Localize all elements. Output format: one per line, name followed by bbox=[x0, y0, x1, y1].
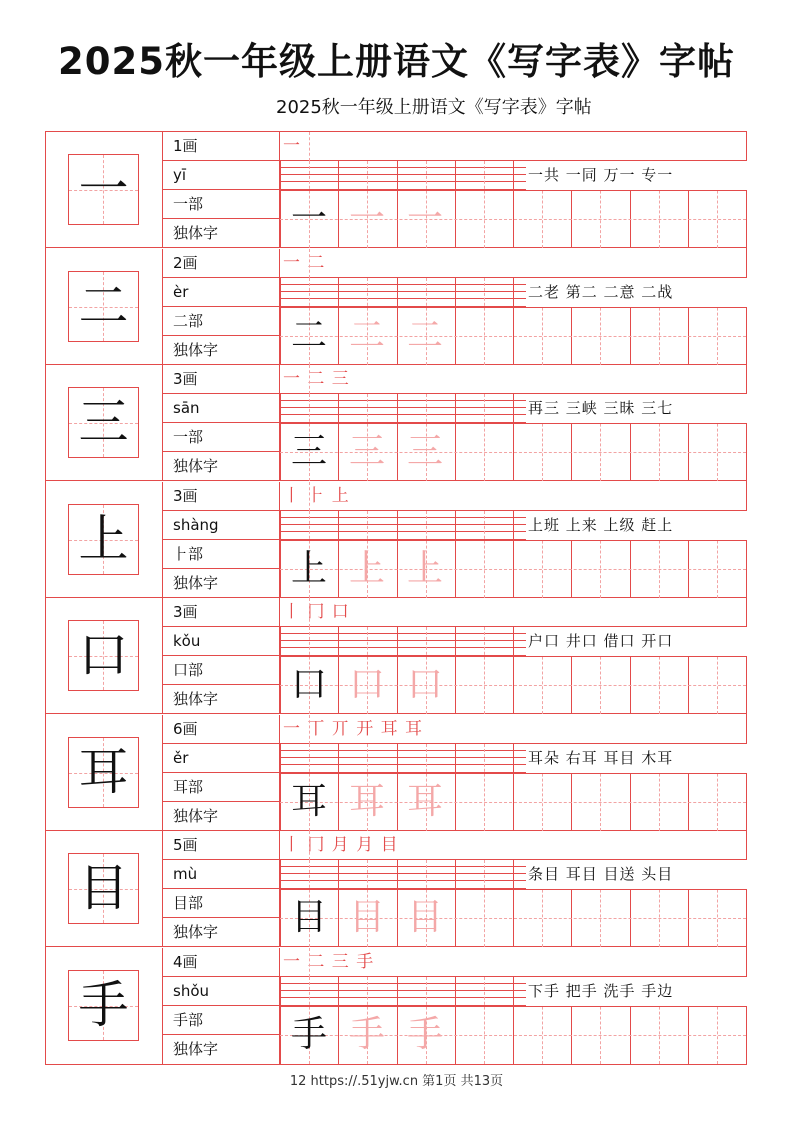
big-char-box bbox=[68, 387, 139, 458]
big-char: 耳 bbox=[78, 742, 129, 801]
character-block bbox=[46, 365, 746, 481]
stroke-count: 6画 bbox=[173, 719, 198, 738]
big-char-cell bbox=[46, 715, 163, 831]
trace-char: 上 bbox=[406, 547, 443, 589]
example-words: 户口 井口 借口 开口 bbox=[526, 627, 748, 656]
example-words: 耳朵 右耳 耳目 木耳 bbox=[526, 744, 748, 773]
pinyin: èr bbox=[173, 282, 189, 301]
sample-char: 一 bbox=[290, 198, 327, 239]
stroke-count: 3画 bbox=[173, 603, 198, 621]
pinyin: sān bbox=[173, 399, 200, 417]
copybook-sheet bbox=[45, 131, 747, 1065]
stroke-count: 4画 bbox=[173, 952, 198, 971]
big-char-cell bbox=[46, 831, 163, 947]
radical: 目部 bbox=[173, 894, 204, 912]
structure-type: 独体字 bbox=[173, 690, 219, 708]
pinyin: shàng bbox=[173, 515, 219, 534]
big-char-box bbox=[68, 737, 139, 808]
trace-char: 二 bbox=[348, 314, 385, 356]
big-char-cell bbox=[46, 482, 163, 598]
trace-char: 口 bbox=[348, 664, 385, 705]
pinyin: shǒu bbox=[173, 981, 210, 1000]
trace-char: 手 bbox=[406, 1013, 443, 1055]
big-char-cell bbox=[46, 249, 163, 365]
example-words: 再三 三峡 三昧 三七 bbox=[526, 394, 748, 423]
stroke-order: 一 二 bbox=[283, 252, 326, 273]
pinyin: ěr bbox=[173, 748, 189, 767]
example-words: 二老 第二 二意 二战 bbox=[526, 278, 748, 307]
example-words: 一共 一同 万一 专一 bbox=[526, 161, 748, 190]
big-char: 上 bbox=[78, 509, 129, 568]
trace-char: 二 bbox=[406, 314, 443, 356]
big-char-box bbox=[68, 504, 139, 575]
stroke-count: 3画 bbox=[173, 486, 198, 505]
big-char: 手 bbox=[78, 975, 129, 1034]
stroke-order: 一 丅 丌 开 耳 耳 bbox=[283, 718, 424, 739]
structure-type: 独体字 bbox=[173, 224, 219, 242]
trace-char: 三 bbox=[348, 431, 385, 472]
character-block bbox=[46, 715, 746, 831]
stroke-order: 一 bbox=[283, 136, 301, 156]
big-char-box bbox=[68, 271, 139, 342]
character-block bbox=[46, 831, 746, 947]
trace-char: 一 bbox=[406, 198, 443, 239]
pinyin: yī bbox=[173, 166, 187, 184]
example-words: 条目 耳目 目送 头目 bbox=[526, 860, 748, 889]
trace-char: 耳 bbox=[348, 780, 385, 822]
trace-char: 三 bbox=[406, 431, 443, 472]
sample-char: 上 bbox=[290, 547, 327, 589]
trace-char: 口 bbox=[406, 664, 443, 705]
sample-char: 二 bbox=[290, 314, 327, 356]
radical: 二部 bbox=[173, 311, 204, 330]
sample-char: 耳 bbox=[290, 780, 327, 822]
big-char: 目 bbox=[78, 859, 129, 917]
radical: 手部 bbox=[173, 1010, 204, 1029]
sample-char: 口 bbox=[290, 664, 327, 705]
big-char-cell bbox=[46, 598, 163, 714]
pinyin: mù bbox=[173, 865, 198, 883]
page-subtitle: 2025秋一年级上册语文《写字表》字帖 bbox=[276, 97, 592, 118]
big-char-box bbox=[68, 970, 139, 1041]
trace-char: 耳 bbox=[406, 780, 443, 822]
radical: 一部 bbox=[173, 195, 204, 213]
radical: ⺊部 bbox=[173, 544, 204, 563]
big-char-box bbox=[68, 620, 139, 691]
page-title: 2025秋一年级上册语文《写字表》字帖 bbox=[58, 40, 735, 83]
character-block bbox=[46, 598, 746, 714]
character-block bbox=[46, 249, 746, 365]
character-block bbox=[46, 132, 746, 248]
trace-char: 手 bbox=[348, 1013, 385, 1055]
example-words: 下手 把手 洗手 手边 bbox=[526, 977, 748, 1006]
structure-type: 独体字 bbox=[173, 340, 219, 359]
structure-type: 独体字 bbox=[173, 806, 219, 825]
radical: 一部 bbox=[173, 428, 204, 446]
character-block bbox=[46, 482, 746, 598]
trace-char: 上 bbox=[348, 547, 385, 589]
big-char: 二 bbox=[78, 276, 129, 335]
big-char: 口 bbox=[78, 626, 129, 684]
character-block bbox=[46, 948, 746, 1064]
sample-char: 目 bbox=[290, 897, 327, 938]
big-char-cell bbox=[46, 132, 163, 248]
sample-char: 三 bbox=[290, 431, 327, 472]
trace-char: 目 bbox=[406, 897, 443, 938]
structure-type: 独体字 bbox=[173, 457, 219, 475]
stroke-count: 1画 bbox=[173, 137, 198, 155]
stroke-order: 丨 ⺊ 上 bbox=[283, 485, 350, 506]
radical: 耳部 bbox=[173, 777, 204, 796]
big-char-cell bbox=[46, 948, 163, 1064]
stroke-order: 一 二 三 bbox=[283, 369, 350, 389]
stroke-count: 5画 bbox=[173, 836, 198, 854]
radical: 口部 bbox=[173, 661, 204, 679]
structure-type: 独体字 bbox=[173, 1039, 219, 1058]
big-char-box bbox=[68, 853, 139, 924]
stroke-count: 3画 bbox=[173, 370, 198, 388]
structure-type: 独体字 bbox=[173, 573, 219, 592]
page-footer: 12 https://.51yjw.cn 第1页 共13页 bbox=[289, 1074, 504, 1089]
sample-char: 手 bbox=[290, 1013, 327, 1055]
stroke-order: 丨 冂 口 bbox=[283, 602, 350, 622]
big-char: 三 bbox=[78, 393, 129, 451]
stroke-count: 2画 bbox=[173, 253, 198, 272]
structure-type: 独体字 bbox=[173, 923, 219, 941]
stroke-order: 一 二 三 手 bbox=[283, 951, 375, 972]
trace-char: 一 bbox=[348, 198, 385, 239]
trace-char: 目 bbox=[348, 897, 385, 938]
big-char: 一 bbox=[78, 160, 129, 218]
big-char-box bbox=[68, 154, 139, 225]
stroke-order: 丨 冂 月 月 目 bbox=[283, 835, 399, 855]
example-words: 上班 上来 上级 赶上 bbox=[526, 511, 748, 540]
big-char-cell bbox=[46, 365, 163, 481]
pinyin: kǒu bbox=[173, 632, 201, 650]
